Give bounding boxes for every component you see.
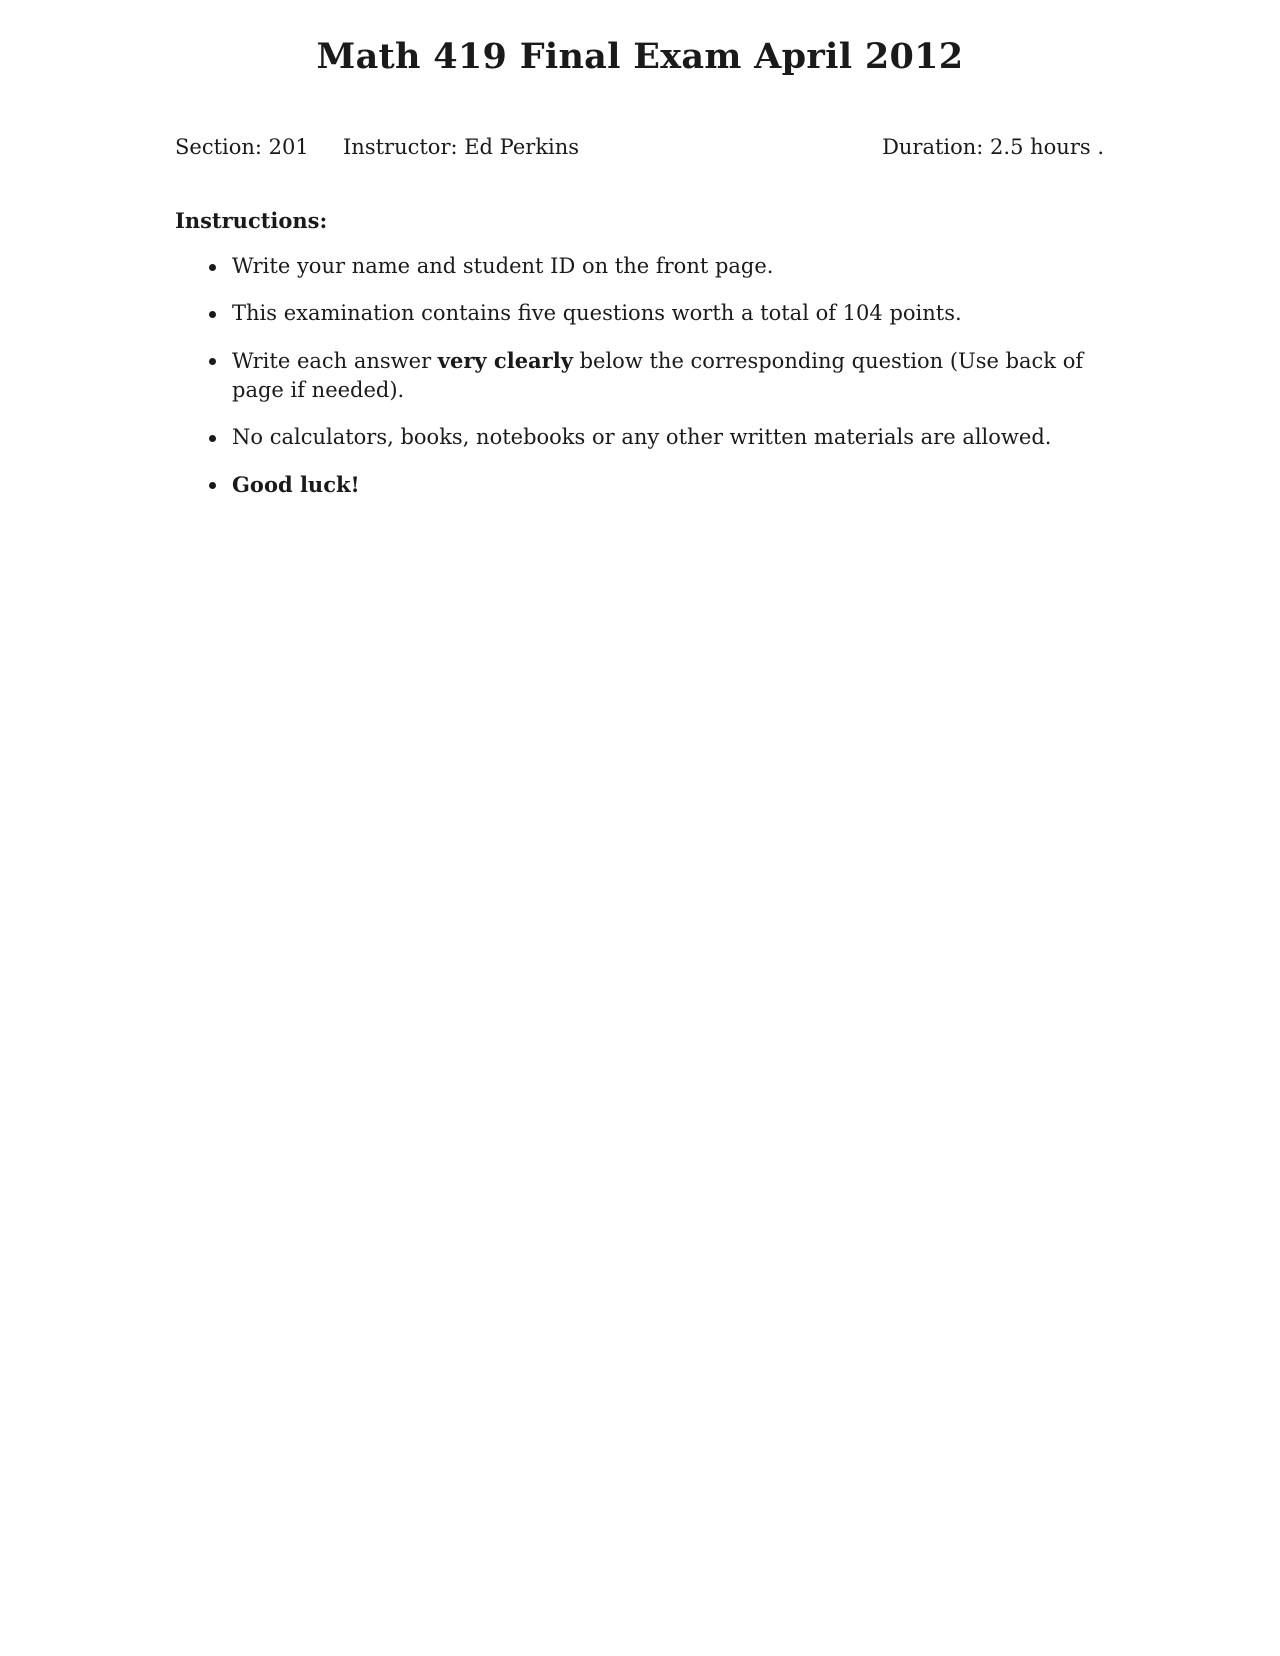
list-item bbox=[175, 470, 1105, 500]
instruction-text: Write your name and student ID on the front page. bbox=[232, 254, 774, 278]
bullet-icon bbox=[209, 264, 216, 271]
page-title: Math 419 Final Exam April 2012 bbox=[316, 36, 964, 77]
list-item bbox=[175, 423, 1105, 452]
instruction-text-after: below the corresponding question (Use back of page if needed). bbox=[232, 349, 1084, 402]
instruction-text: This examination contains five questions worth a total of 104 points. bbox=[232, 301, 962, 325]
list-item bbox=[175, 252, 1105, 281]
good-luck-text: Good luck! bbox=[232, 472, 360, 497]
instruction-text: No calculators, books, notebooks or any other written materials are allowed. bbox=[232, 425, 1052, 449]
bullet-icon bbox=[209, 358, 216, 365]
duration-info: Duration: 2.5 hours . bbox=[882, 135, 1104, 159]
section-info: Section: 201 bbox=[175, 135, 309, 159]
instruction-emphasis: very clearly bbox=[437, 348, 573, 373]
list-item bbox=[175, 299, 1105, 328]
instructions-list bbox=[175, 252, 1105, 518]
instruction-text-before: Write each answer bbox=[232, 349, 438, 373]
list-item bbox=[175, 346, 1105, 405]
instructor-info: Instructor: Ed Perkins bbox=[343, 135, 580, 159]
bullet-icon bbox=[209, 311, 216, 318]
bullet-icon bbox=[209, 482, 216, 489]
instructions-heading: Instructions: bbox=[175, 208, 328, 233]
bullet-icon bbox=[209, 435, 216, 442]
